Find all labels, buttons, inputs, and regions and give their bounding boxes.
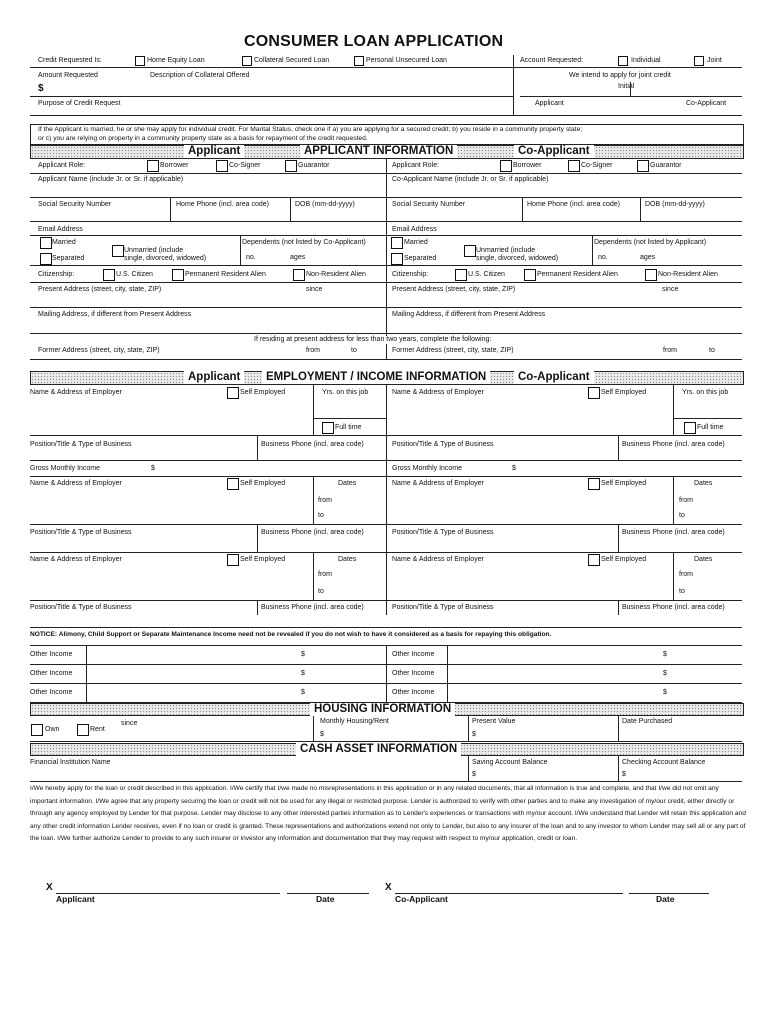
applicant-former-to: to (351, 347, 357, 354)
co-dates3-label: Dates (694, 556, 713, 563)
applicant-separated-label: Separated (52, 255, 85, 262)
applicant-other-income-1: Other Income (30, 651, 73, 658)
applicant-signature-field[interactable] (56, 880, 280, 893)
co-separated-label: Separated (404, 255, 437, 262)
amount-requested-label: Amount Requested (38, 72, 98, 79)
applicant-present-address-label: Present Address (street, city, state, ZIP) (38, 286, 162, 293)
applicant-guarantor-checkbox[interactable] (285, 160, 297, 172)
co-separated-checkbox[interactable] (391, 253, 403, 265)
applicant-nonresident-label: Non-Resident Alien (306, 271, 366, 278)
individual-checkbox[interactable] (618, 56, 628, 66)
co-unmarried-label1: Unmarried (include (476, 247, 536, 254)
collateral-loan-label: Collateral Secured Loan (254, 57, 330, 64)
applicant-signature-label: Applicant (56, 894, 95, 904)
applicant-employer2-label: Name & Address of Employer (30, 480, 122, 487)
co-permanent-label: Permanent Resident Alien (537, 271, 618, 278)
initial-co-applicant-label: Co-Applicant (686, 100, 727, 107)
housing-title: HOUSING INFORMATION (310, 703, 455, 716)
co-other-income-2: Other Income (392, 670, 435, 677)
co-role-label: Applicant Role: (392, 162, 440, 169)
applicant-mailing-label: Mailing Address, if different from Present Address (38, 311, 192, 318)
co-self-employed-label: Self Employed (601, 389, 647, 396)
purpose-label: Purpose of Credit Request (38, 100, 121, 107)
co-self-employed3-label: Self Employed (601, 556, 647, 563)
co-former-from: from (663, 347, 677, 354)
co-since-label: since (662, 286, 679, 293)
employment-title: EMPLOYMENT / INCOME INFORMATION (262, 371, 490, 384)
applicant-borrower-checkbox[interactable] (147, 160, 159, 172)
applicant-other-income-3-dollar: $ (301, 689, 305, 696)
co-dependents-ages: ages (640, 254, 656, 261)
co-date-field[interactable] (629, 880, 709, 893)
financial-institution-label: Financial Institution Name (30, 759, 111, 766)
co-from3-label: from (679, 571, 693, 578)
applicant-nonresident-checkbox[interactable] (293, 269, 305, 281)
co-signature-field[interactable] (395, 880, 623, 893)
co-from2-label: from (679, 497, 693, 504)
applicant-header-label: Applicant (184, 145, 244, 158)
applicant-position-label: Position/Title & Type of Business (30, 441, 132, 448)
applicant-role-label: Applicant Role: (38, 162, 86, 169)
applicant-info-title: APPLICANT INFORMATION (300, 145, 457, 158)
applicant-bus-phone3-label: Business Phone (incl. area code) (261, 604, 364, 611)
collateral-description-label: Description of Collateral Offered (150, 72, 250, 79)
applicant-us-citizen-checkbox[interactable] (103, 269, 115, 281)
former-address-note: If residing at present address for less than two years, complete the following: (254, 336, 492, 343)
co-other-income-1: Other Income (392, 651, 435, 658)
applicant-unmarried-label2: single, divorced, widowed) (124, 255, 207, 262)
co-bus-phone2-label: Business Phone (incl. area code) (622, 529, 725, 536)
applicant-other-income-3: Other Income (30, 689, 73, 696)
co-home-phone-label: Home Phone (incl. area code) (527, 201, 620, 208)
co-guarantor-checkbox[interactable] (637, 160, 649, 172)
applicant-gross-dollar: $ (151, 465, 155, 472)
applicant-citizenship-label: Citizenship: (38, 271, 75, 278)
amount-dollar-sign: $ (38, 83, 44, 94)
applicant-unmarried-checkbox[interactable] (112, 245, 124, 257)
co-ssn-label: Social Security Number (392, 201, 466, 208)
co-employer3-label: Name & Address of Employer (392, 556, 484, 563)
co-date-label: Date (656, 894, 675, 904)
applicant-separated-checkbox[interactable] (40, 253, 52, 265)
co-position2-label: Position/Title & Type of Business (392, 529, 494, 536)
employment-co-applicant-label: Co-Applicant (514, 371, 594, 384)
applicant-date-label: Date (316, 894, 335, 904)
co-mailing-label: Mailing Address, if different from Present Address (392, 311, 546, 318)
co-bus-phone3-label: Business Phone (incl. area code) (622, 604, 725, 611)
applicant-to3-label: to (318, 588, 324, 595)
applicant-date-field[interactable] (287, 880, 369, 893)
co-unmarried-checkbox[interactable] (464, 245, 476, 257)
co-cosigner-label: Co-Signer (581, 162, 613, 169)
monthly-housing-label: Monthly Housing/Rent (320, 718, 389, 725)
present-value-dollar: $ (472, 731, 476, 738)
co-former-to: to (709, 347, 715, 354)
co-us-citizen-checkbox[interactable] (455, 269, 467, 281)
joint-label: Joint (707, 57, 722, 64)
applicant-ssn-label: Social Security Number (38, 201, 112, 208)
page-title: CONSUMER LOAN APPLICATION (244, 33, 504, 50)
date-purchased-label: Date Purchased (622, 718, 673, 725)
co-married-label: Married (404, 239, 428, 246)
credit-requested-label: Credit Requested Is: (38, 57, 102, 64)
checking-balance-label: Checking Account Balance (622, 759, 706, 766)
applicant-self-employed-label: Self Employed (240, 389, 286, 396)
applicant-to2-label: to (318, 512, 324, 519)
collateral-description-input[interactable] (150, 82, 500, 94)
co-dob-label: DOB (mm-dd-yyyy) (645, 201, 705, 208)
co-dependents-no: no. (598, 254, 608, 261)
co-nonresident-checkbox[interactable] (645, 269, 657, 281)
co-citizenship-label: Citizenship: (392, 271, 429, 278)
cash-asset-title: CASH ASSET INFORMATION (296, 743, 461, 756)
co-other-income-3-dollar: $ (663, 689, 667, 696)
co-applicant-header-label: Co-Applicant (514, 145, 594, 158)
applicant-employer-label: Name & Address of Employer (30, 389, 122, 396)
co-employer-label: Name & Address of Employer (392, 389, 484, 396)
joint-checkbox[interactable] (694, 56, 704, 66)
initial-label: Initial (618, 83, 635, 90)
applicant-self-employed2-label: Self Employed (240, 480, 286, 487)
co-self-employed2-checkbox[interactable] (588, 478, 600, 490)
applicant-signature-x: X (46, 882, 53, 893)
applicant-dates2-label: Dates (338, 480, 357, 487)
applicant-bus-phone-label: Business Phone (incl. area code) (261, 441, 364, 448)
monthly-housing-dollar: $ (320, 731, 324, 738)
applicant-former-label: Former Address (street, city, state, ZIP) (38, 347, 160, 354)
co-present-address-label: Present Address (street, city, state, ZIP) (392, 286, 516, 293)
co-signature-x: X (385, 882, 392, 893)
co-full-time-label: Full time (697, 424, 724, 431)
applicant-bus-phone2-label: Business Phone (incl. area code) (261, 529, 364, 536)
checking-balance-dollar: $ (622, 771, 626, 778)
marital-notice-line2: or c) you are relying on property in a community property state as a basis for repayment of the credit requested. (38, 135, 368, 142)
housing-since-label: since (121, 720, 138, 727)
initial-applicant-label: Applicant (535, 100, 564, 107)
applicant-married-label: Married (52, 239, 76, 246)
applicant-gross-label: Gross Monthly Income (30, 465, 101, 472)
co-other-income-3: Other Income (392, 689, 435, 696)
unsecured-loan-label: Personal Unsecured Loan (366, 57, 447, 64)
applicant-self-employed3-checkbox[interactable] (227, 554, 239, 566)
applicant-yrs-label: Yrs. on this job (322, 389, 369, 396)
employment-applicant-label: Applicant (184, 371, 244, 384)
applicant-home-phone-label: Home Phone (incl. area code) (176, 201, 269, 208)
applicant-other-income-1-dollar: $ (301, 651, 305, 658)
co-gross-dollar: $ (512, 465, 516, 472)
co-unmarried-label2: single, divorced, widowed) (476, 255, 559, 262)
co-to2-label: to (679, 512, 685, 519)
co-email-label: Email Address (392, 226, 437, 233)
applicant-former-from: from (306, 347, 320, 354)
applicant-self-employed2-checkbox[interactable] (227, 478, 239, 490)
co-cosigner-checkbox[interactable] (568, 160, 580, 172)
applicant-position2-label: Position/Title & Type of Business (30, 529, 132, 536)
co-gross-label: Gross Monthly Income (392, 465, 463, 472)
alimony-notice: NOTICE: Alimony, Child Support or Separate Maintenance Income need not be revealed if you do not wish to have it considered as a basis for repaying this obligation. (30, 631, 552, 638)
applicant-cosigner-label: Co-Signer (229, 162, 261, 169)
co-nonresident-label: Non-Resident Alien (658, 271, 718, 278)
rent-checkbox[interactable] (77, 724, 89, 736)
applicant-employer3-label: Name & Address of Employer (30, 556, 122, 563)
applicant-dob-label: DOB (mm-dd-yyyy) (295, 201, 355, 208)
account-requested-label: Account Requested: (520, 57, 584, 64)
applicant-permanent-label: Permanent Resident Alien (185, 271, 266, 278)
co-us-citizen-label: U.S. Citizen (468, 271, 505, 278)
applicant-us-citizen-label: U.S. Citizen (116, 271, 153, 278)
saving-balance-label: Saving Account Balance (472, 759, 548, 766)
co-self-employed-checkbox[interactable] (588, 387, 600, 399)
co-self-employed2-label: Self Employed (601, 480, 647, 487)
applicant-self-employed3-label: Self Employed (240, 556, 286, 563)
co-guarantor-label: Guarantor (650, 162, 682, 169)
applicant-borrower-label: Borrower (160, 162, 189, 169)
applicant-married-checkbox[interactable] (40, 237, 52, 249)
applicant-unmarried-label1: Unmarried (include (124, 247, 184, 254)
co-married-checkbox[interactable] (391, 237, 403, 249)
applicant-email-label: Email Address (38, 226, 83, 233)
co-borrower-label: Borrower (513, 162, 542, 169)
applicant-other-income-2: Other Income (30, 670, 73, 677)
joint-intent-label: We intend to apply for joint credit (569, 72, 671, 79)
co-other-income-1-dollar: $ (663, 651, 667, 658)
present-value-label: Present Value (472, 718, 516, 725)
co-position3-label: Position/Title & Type of Business (392, 604, 494, 611)
applicant-permanent-checkbox[interactable] (172, 269, 184, 281)
applicant-other-income-2-dollar: $ (301, 670, 305, 677)
applicant-cosigner-checkbox[interactable] (216, 160, 228, 172)
co-to3-label: to (679, 588, 685, 595)
co-position-label: Position/Title & Type of Business (392, 441, 494, 448)
co-dates2-label: Dates (694, 480, 713, 487)
applicant-from3-label: from (318, 571, 332, 578)
co-other-income-2-dollar: $ (663, 670, 667, 677)
rent-label: Rent (90, 726, 105, 733)
marital-notice-line1: If the Applicant is married, he or she may apply for individual credit. For Marital Status, check one if a) you are applying for a secured credit; b) you reside in a community property state; (38, 126, 583, 133)
co-borrower-checkbox[interactable] (500, 160, 512, 172)
applicant-dependents-label: Dependents (not listed by Co-Applicant) (242, 239, 366, 246)
certification-text: I/We hereby apply for the loan or credit described in this application. I/We certify that I/we made no misrepresentations in this application or in any related documents, that all information is true and complete, and that I/we did not omit any important information. I/We agree that any property securing the loan or credit will not be used for any illegal or restricted purpose. Lender is authorized to verify with other parties and to make any investigation of my/our credit, either directly or through any agency employed by Lender for that purpose. Lender may disclose to any other interested parties information as to Lender's experiences or transactions with my/our account. I/We understand that Lender will retain this application and any other credit information Lender receives, even if no loan or credit is granted. These representations and authorizations extend not only to Lender, but also to any insurer of the loan and to any investor to whom Lender may sell all or any part of the loan. I/We further authorize Lender to provide to any such insurer or investor any information and documentation that they may request with respect to my/our application, credit or loan. (30, 785, 746, 842)
home-equity-label: Home Equity Loan (147, 57, 205, 64)
co-name-label: Co-Applicant Name (include Jr. or Sr. if applicable) (392, 176, 549, 183)
amount-requested-input[interactable] (48, 82, 138, 94)
applicant-from2-label: from (318, 497, 332, 504)
own-checkbox[interactable] (31, 724, 43, 736)
applicant-name-label: Applicant Name (include Jr. or Sr. if applicable) (38, 176, 184, 183)
own-label: Own (45, 726, 60, 733)
applicant-position3-label: Position/Title & Type of Business (30, 604, 132, 611)
co-dependents-label: Dependents (not listed by Applicant) (594, 239, 707, 246)
co-yrs-label: Yrs. on this job (682, 389, 729, 396)
applicant-dates3-label: Dates (338, 556, 357, 563)
co-bus-phone-label: Business Phone (incl. area code) (622, 441, 725, 448)
co-signature-label: Co-Applicant (395, 894, 448, 904)
applicant-guarantor-label: Guarantor (298, 162, 330, 169)
individual-label: Individual (631, 57, 661, 64)
applicant-full-time-label: Full time (335, 424, 362, 431)
co-full-time-checkbox[interactable] (684, 422, 696, 434)
home-equity-checkbox[interactable] (135, 56, 145, 66)
co-self-employed3-checkbox[interactable] (588, 554, 600, 566)
applicant-dependents-ages: ages (290, 254, 306, 261)
applicant-self-employed-checkbox[interactable] (227, 387, 239, 399)
co-employer2-label: Name & Address of Employer (392, 480, 484, 487)
applicant-since-label: since (306, 286, 323, 293)
saving-balance-dollar: $ (472, 771, 476, 778)
co-permanent-checkbox[interactable] (524, 269, 536, 281)
applicant-dependents-no: no. (246, 254, 256, 261)
co-former-label: Former Address (street, city, state, ZIP) (392, 347, 514, 354)
applicant-full-time-checkbox[interactable] (322, 422, 334, 434)
unsecured-loan-checkbox[interactable] (354, 56, 364, 66)
collateral-loan-checkbox[interactable] (242, 56, 252, 66)
